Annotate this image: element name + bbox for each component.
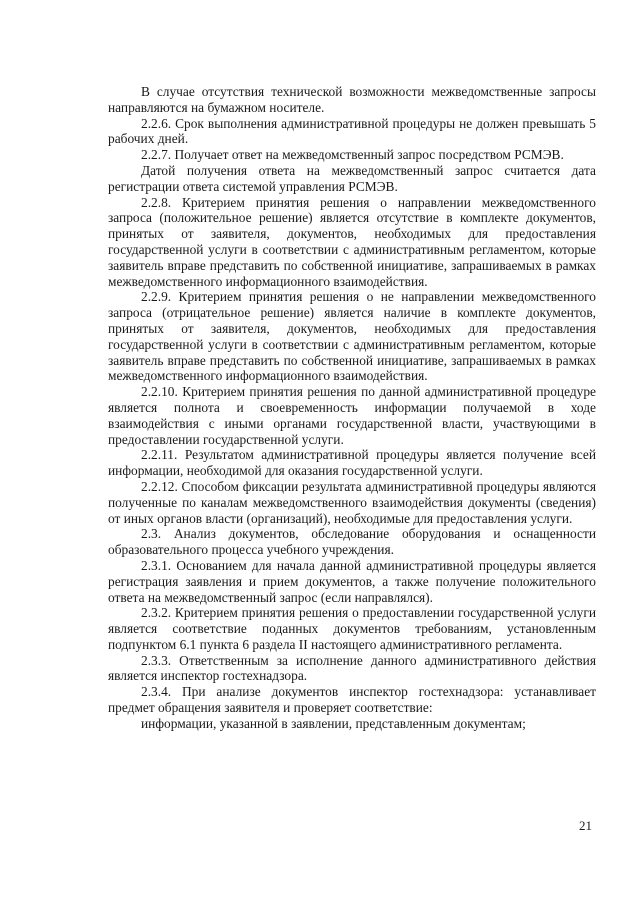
paragraph: 2.2.11. Результатом административной процедуры является получение всей информации, необходимой для оказания государственной услуги. — [108, 447, 596, 479]
paragraph: 2.2.8. Критерием принятия решения о направлении межведомственного запроса (положительное решение) является отсутствие в комплекте документов, принятых от заявителя, документов, необходимых для предоставления государственной услуги в соответствии с административным регламентом, которые заявитель вправе представить по собственной инициативе, запрашиваемых в рамках межведомственного информационного взаимодействия. — [108, 194, 596, 289]
document-body — [108, 84, 596, 732]
paragraph: 2.3.2. Критерием принятия решения о предоставлении государственной услуги является соответствие поданных документов требованиям, установленным подпунктом 6.1 пункта 6 раздела II настоящего административного регламента. — [108, 605, 596, 652]
paragraph: информации, указанной в заявлении, представленным документам; — [141, 715, 526, 731]
paragraph: Датой получения ответа на межведомственный запрос считается дата регистрации ответа системой управления РСМЭВ. — [108, 162, 596, 194]
page-number: 21 — [579, 818, 592, 833]
paragraph: 2.3.4. При анализе документов инспектор гостехнадзора: устанавливает предмет обращения заявителя и проверяет соответствие: — [108, 684, 596, 716]
paragraph: 2.2.10. Критерием принятия решения по данной административной процедуре является полнота и своевременность информации получаемой в ходе взаимодействия с иными органами государственной власти, участвующими в предоставлении государственной услуги. — [108, 384, 596, 447]
paragraph: 2.2.9. Критерием принятия решения о не направлении межведомственного запроса (отрицательное решение) является наличие в комплекте документов, принятых от заявителя, документов, необходимых для предоставления государственной услуги в соответствии с административным регламентом, которые заявитель вправе представить по собственной инициативе, запрашиваемых в рамках межведомственного информационного взаимодействия. — [108, 289, 596, 384]
paragraph: В случае отсутствия технической возможности межведомственные запросы направляются на бумажном носителе. — [108, 84, 596, 115]
paragraph: 2.2.7. Получает ответ на межведомственный запрос посредством РСМЭВ. — [141, 147, 564, 163]
paragraph: 2.2.6. Срок выполнения административной процедуры не должен превышать 5 рабочих дней. — [108, 115, 596, 147]
paragraph: 2.3.1. Основанием для начала данной административной процедуры является регистрация заявления и прием документов, а также получение положительного ответа на межведомственный запрос (если направлялся). — [108, 557, 596, 605]
paragraph: 2.2.12. Способом фиксации результата административной процедуры являются полученные по каналам межведомственного взаимодействия документы (сведения) от иных органов власти (организаций), необходимые для предоставления услуги. — [108, 478, 596, 526]
paragraph: 2.3.3. Ответственным за исполнение данного административного действия является инспектор гостехнадзора. — [108, 652, 596, 684]
paragraph: 2.3. Анализ документов, обследование оборудования и оснащенности образовательного процесса учебного учреждения. — [108, 526, 596, 558]
